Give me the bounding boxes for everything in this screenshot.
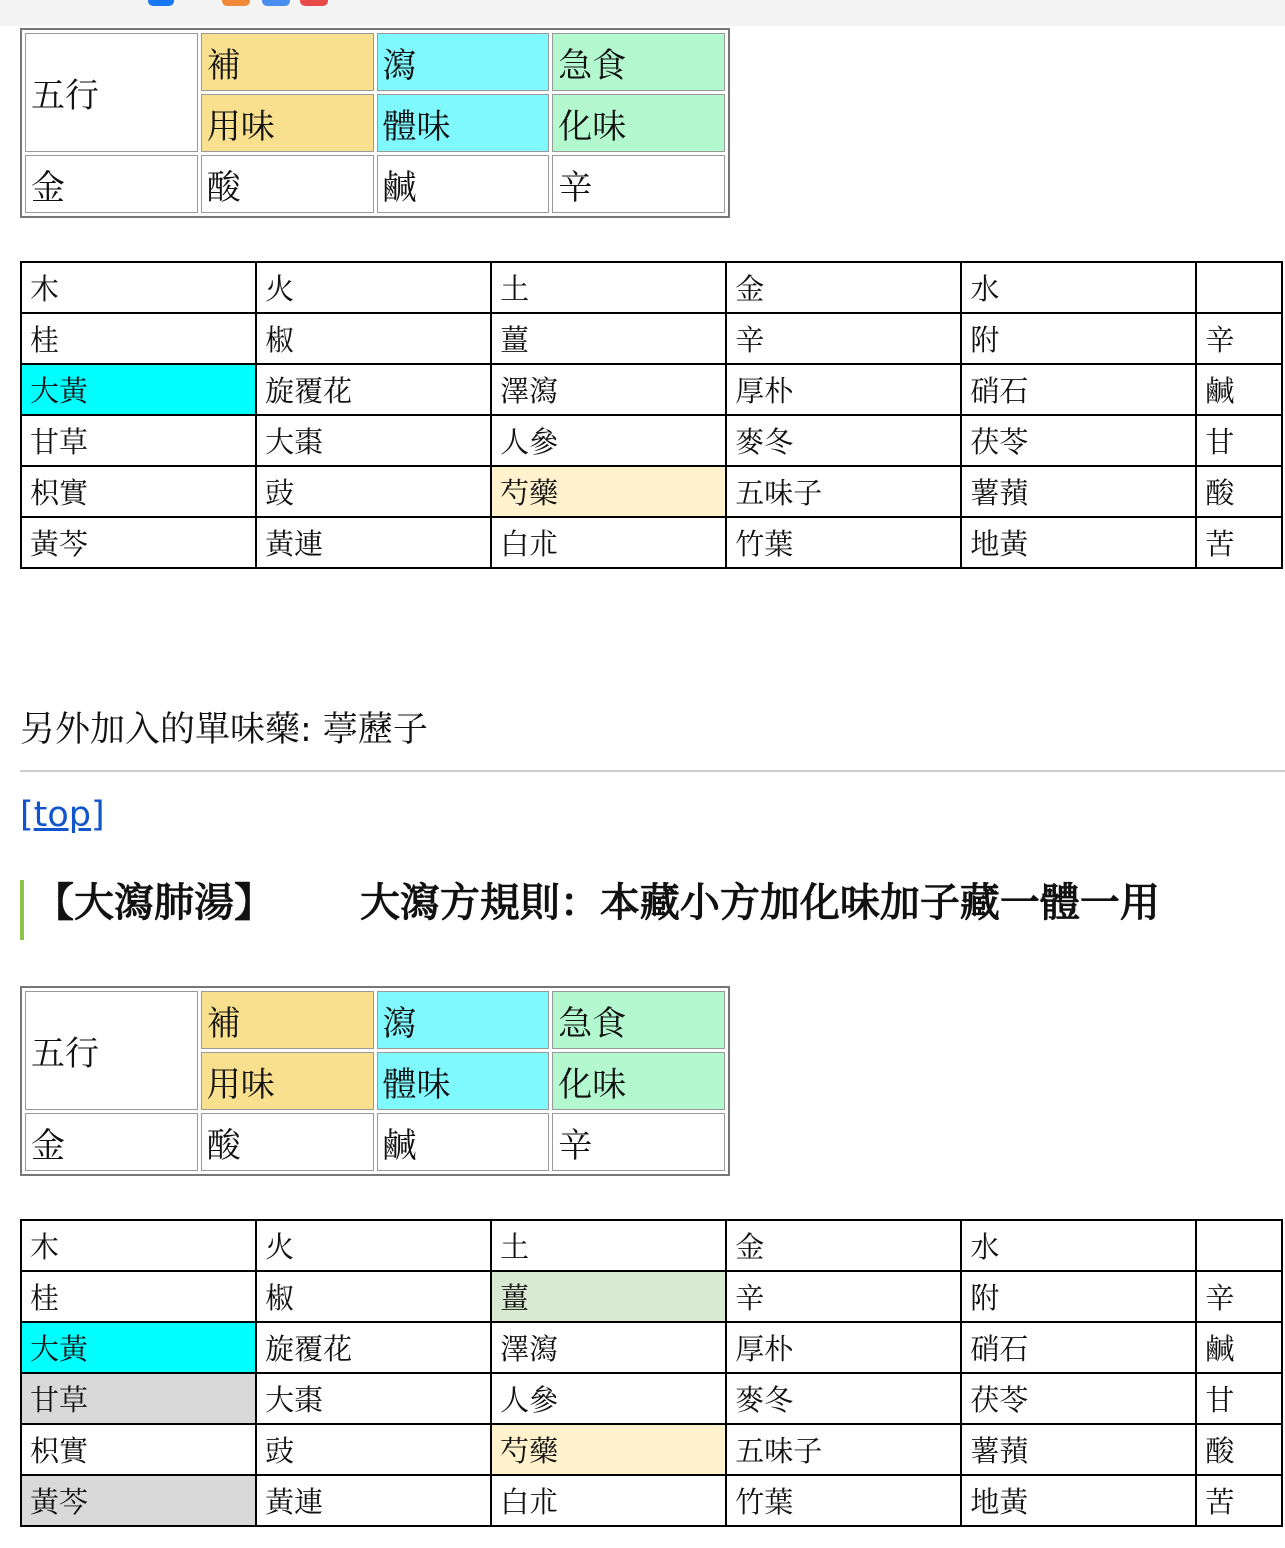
- grid-cell: 辛: [1196, 313, 1282, 364]
- header-cell: 土: [491, 1220, 726, 1271]
- grid-cell: 白朮: [491, 1475, 726, 1526]
- pungent-cell: 辛: [552, 155, 725, 213]
- yongwei-cell: 用味: [201, 94, 374, 152]
- share-icon-orange[interactable]: [222, 0, 250, 6]
- grid-cell: 桂: [21, 313, 256, 364]
- share-icon-red[interactable]: [300, 0, 328, 6]
- grid-cell: 椒: [256, 313, 491, 364]
- grid-cell: 甘: [1196, 415, 1282, 466]
- grid-cell: 辛: [726, 1271, 961, 1322]
- grid-cell: 地黃: [961, 517, 1196, 568]
- grid-cell: 黃連: [256, 517, 491, 568]
- grid-cell: 辛: [726, 313, 961, 364]
- grid-cell: 麥冬: [726, 1373, 961, 1424]
- grid-cell: 甘: [1196, 1373, 1282, 1424]
- heading-rule: 大瀉方規則：本藏小方加化味加子藏一體一用: [359, 880, 1160, 926]
- header-cell: [1196, 1220, 1282, 1271]
- wuxing-label: 五行: [25, 33, 198, 152]
- grid-cell: 鹹: [1196, 364, 1282, 415]
- grid-header-row: [21, 262, 1282, 313]
- table-row: [21, 1271, 1282, 1322]
- header-cell: 木: [21, 262, 256, 313]
- grid-cell: 大棗: [256, 1373, 491, 1424]
- grid-cell: 枳實: [21, 1424, 256, 1475]
- salty-cell: 鹹: [377, 1113, 550, 1171]
- huawei-cell: 化味: [552, 94, 725, 152]
- yongwei-cell: 用味: [201, 1052, 374, 1110]
- sour-cell: 酸: [201, 155, 374, 213]
- grid-cell: 黃連: [256, 1475, 491, 1526]
- grid-cell: 苦: [1196, 517, 1282, 568]
- grid-cell: 附: [961, 313, 1196, 364]
- grid-cell: 酸: [1196, 466, 1282, 517]
- grid-cell-highlight: 薑: [491, 1271, 726, 1322]
- grid-cell: 竹葉: [726, 517, 961, 568]
- divider: [20, 770, 1285, 772]
- wuxing-summary-table-1: [20, 28, 730, 218]
- grid-cell: 鹹: [1196, 1322, 1282, 1373]
- grid-cell: 茯苓: [961, 1373, 1196, 1424]
- xie-cell: 瀉: [377, 991, 550, 1049]
- huawei-cell: 化味: [552, 1052, 725, 1110]
- grid-cell: 澤瀉: [491, 364, 726, 415]
- grid-cell-highlight: 芍藥: [491, 1424, 726, 1475]
- share-icon-facebook[interactable]: [148, 0, 174, 6]
- heading-title: 【大瀉肺湯】: [34, 880, 274, 926]
- grid-cell: 大棗: [256, 415, 491, 466]
- grid-cell: 旋覆花: [256, 1322, 491, 1373]
- tiwei-cell: 體味: [377, 94, 550, 152]
- table-row: [21, 364, 1282, 415]
- grid-cell: 厚朴: [726, 1322, 961, 1373]
- grid-cell: 地黃: [961, 1475, 1196, 1526]
- herb-grid-table-2: [20, 1219, 1283, 1527]
- bu-cell: 補: [201, 991, 374, 1049]
- header-cell: 水: [961, 262, 1196, 313]
- grid-cell: 白朮: [491, 517, 726, 568]
- top-link-wrapper: [top]: [20, 795, 105, 835]
- grid-cell: 辛: [1196, 1271, 1282, 1322]
- grid-cell: 茯苓: [961, 415, 1196, 466]
- salty-cell: 鹹: [377, 155, 550, 213]
- grid-cell: 竹葉: [726, 1475, 961, 1526]
- grid-cell: 苦: [1196, 1475, 1282, 1526]
- grid-cell: 澤瀉: [491, 1322, 726, 1373]
- sour-cell: 酸: [201, 1113, 374, 1171]
- grid-cell: 豉: [256, 466, 491, 517]
- grid-cell: 五味子: [726, 1424, 961, 1475]
- jishi-cell: 急食: [552, 991, 725, 1049]
- header-cell: 木: [21, 1220, 256, 1271]
- table-row: [21, 1424, 1282, 1475]
- grid-cell: 五味子: [726, 466, 961, 517]
- share-icon-blue[interactable]: [262, 0, 290, 6]
- header-cell: 金: [726, 262, 961, 313]
- table-row: [21, 466, 1282, 517]
- grid-cell: 旋覆花: [256, 364, 491, 415]
- table-row: [21, 1373, 1282, 1424]
- grid-cell: 硝石: [961, 364, 1196, 415]
- grid-cell: 薑: [491, 313, 726, 364]
- grid-cell: 厚朴: [726, 364, 961, 415]
- table-row: [21, 1475, 1282, 1526]
- grid-cell-highlight: 大黃: [21, 364, 256, 415]
- bu-cell: 補: [201, 33, 374, 91]
- header-cell: 水: [961, 1220, 1196, 1271]
- element-cell: 金: [25, 1113, 198, 1171]
- grid-cell: 薯蕷: [961, 1424, 1196, 1475]
- table-row: [21, 1322, 1282, 1373]
- header-cell: 金: [726, 1220, 961, 1271]
- grid-cell: 黃芩: [21, 517, 256, 568]
- xie-cell: 瀉: [377, 33, 550, 91]
- grid-cell-highlight: 大黃: [21, 1322, 256, 1373]
- grid-cell-highlight: 甘草: [21, 1373, 256, 1424]
- grid-cell: 椒: [256, 1271, 491, 1322]
- header-cell: 火: [256, 1220, 491, 1271]
- grid-cell: 人參: [491, 1373, 726, 1424]
- grid-cell: 人參: [491, 415, 726, 466]
- header-cell: 土: [491, 262, 726, 313]
- wuxing-label: 五行: [25, 991, 198, 1110]
- top-link[interactable]: top: [33, 795, 92, 835]
- tiwei-cell: 體味: [377, 1052, 550, 1110]
- grid-cell-highlight: 黃芩: [21, 1475, 256, 1526]
- grid-cell: 酸: [1196, 1424, 1282, 1475]
- herb-grid-table-1: [20, 261, 1283, 569]
- single-herb-note: 另外加入的單味藥: 葶藶子: [20, 710, 428, 750]
- grid-cell: 豉: [256, 1424, 491, 1475]
- grid-cell: 附: [961, 1271, 1196, 1322]
- table-row: [21, 517, 1282, 568]
- table-row: [21, 313, 1282, 364]
- grid-header-row: [21, 1220, 1282, 1271]
- grid-cell: 薯蕷: [961, 466, 1196, 517]
- element-cell: 金: [25, 155, 198, 213]
- grid-cell-highlight: 芍藥: [491, 466, 726, 517]
- grid-cell: 硝石: [961, 1322, 1196, 1373]
- table-row: [21, 415, 1282, 466]
- header-cell: 火: [256, 262, 491, 313]
- jishi-cell: 急食: [552, 33, 725, 91]
- pungent-cell: 辛: [552, 1113, 725, 1171]
- top-bar: [0, 0, 1285, 26]
- section-heading: [20, 880, 1160, 940]
- grid-cell: 甘草: [21, 415, 256, 466]
- grid-cell: 麥冬: [726, 415, 961, 466]
- grid-cell: 枳實: [21, 466, 256, 517]
- header-cell: [1196, 262, 1282, 313]
- grid-cell: 桂: [21, 1271, 256, 1322]
- wuxing-summary-table-2: [20, 986, 730, 1176]
